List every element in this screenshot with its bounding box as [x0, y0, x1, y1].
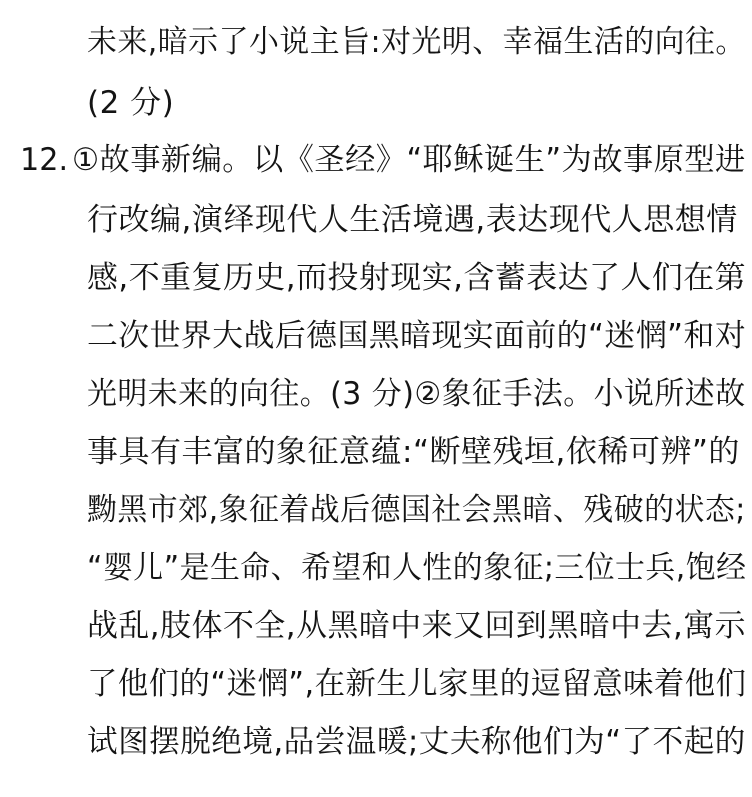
text-line-7: 光明未来的向往。(3 分)②象征手法。小说所述故	[87, 376, 746, 412]
text-line-11: 战乱,肢体不全,从黑暗中来又回到黑暗中去,寓示	[87, 608, 747, 644]
text-line-6: 二次世界大战后德国黑暗现实面前的“迷惘”和对	[87, 318, 747, 354]
question-12-first-line	[20, 140, 746, 180]
text-line-8: 事具有丰富的象征意蕴:“断壁残垣,依稀可辨”的	[87, 434, 740, 470]
text-line-13: 试图摆脱绝境,品尝温暖;丈夫称他们为“了不起的	[87, 724, 746, 760]
text-line-9: 黝黑市郊,象征着战后德国社会黑暗、残破的状态;	[87, 492, 746, 528]
question-number: 12.	[20, 142, 69, 178]
text-line-1: 未来,暗示了小说主旨:对光明、幸福生活的向往。	[87, 24, 746, 60]
text-line-4: 行改编,演绎现代人生活境遇,表达现代人思想情	[87, 202, 738, 238]
text-line-10: “婴儿”是生命、希望和人性的象征;三位士兵,饱经	[87, 550, 747, 586]
text-line-2: (2 分)	[87, 85, 175, 121]
text-line-5: 感,不重复历史,而投射现实,含蓄表达了人们在第	[87, 260, 747, 296]
text-line-12: 了他们的“迷惘”,在新生儿家里的逗留意味着他们	[87, 666, 747, 702]
text-line-3: ①故事新编。以《圣经》“耶稣诞生”为故事原型进	[71, 142, 746, 178]
